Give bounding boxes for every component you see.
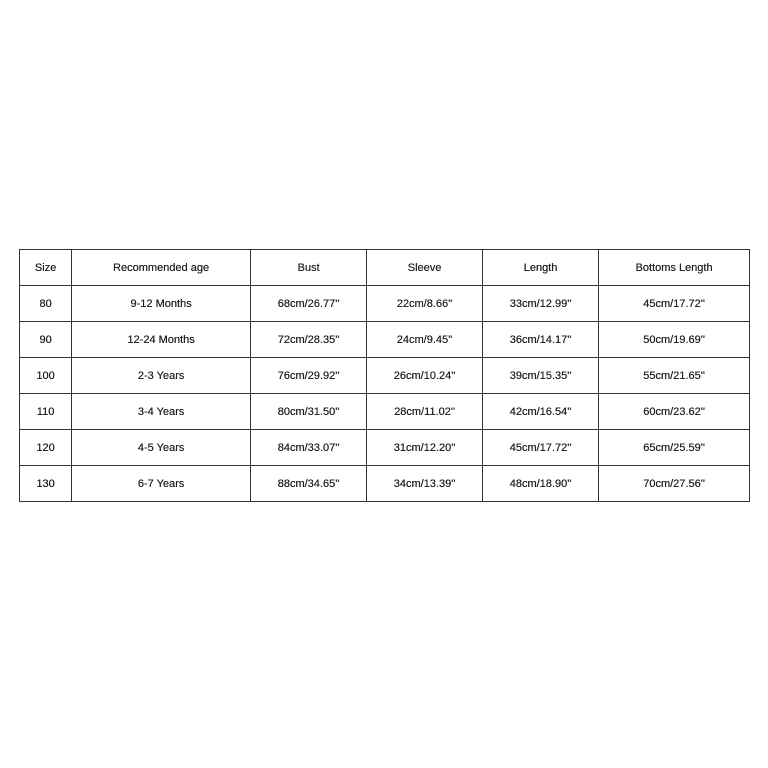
cell-recommended-age: 3-4 Years [72, 394, 251, 430]
header-bust: Bust [251, 250, 367, 286]
header-sleeve: Sleeve [367, 250, 483, 286]
cell-bust: 72cm/28.35'' [251, 322, 367, 358]
cell-length: 42cm/16.54'' [483, 394, 599, 430]
cell-length: 33cm/12.99'' [483, 286, 599, 322]
cell-length: 45cm/17.72'' [483, 430, 599, 466]
cell-bust: 80cm/31.50'' [251, 394, 367, 430]
cell-length: 36cm/14.17'' [483, 322, 599, 358]
table-row [20, 430, 750, 466]
cell-recommended-age: 6-7 Years [72, 466, 251, 502]
cell-size: 130 [20, 466, 72, 502]
cell-recommended-age: 9-12 Months [72, 286, 251, 322]
cell-recommended-age: 12-24 Months [72, 322, 251, 358]
header-recommended-age: Recommended age [72, 250, 251, 286]
cell-bust: 68cm/26.77'' [251, 286, 367, 322]
cell-sleeve: 26cm/10.24'' [367, 358, 483, 394]
cell-bottoms-length: 60cm/23.62'' [599, 394, 750, 430]
cell-bottoms-length: 70cm/27.56'' [599, 466, 750, 502]
cell-size: 110 [20, 394, 72, 430]
cell-sleeve: 34cm/13.39'' [367, 466, 483, 502]
cell-size: 100 [20, 358, 72, 394]
cell-sleeve: 24cm/9.45'' [367, 322, 483, 358]
table-row [20, 322, 750, 358]
header-length: Length [483, 250, 599, 286]
cell-sleeve: 28cm/11.02'' [367, 394, 483, 430]
cell-sleeve: 31cm/12.20'' [367, 430, 483, 466]
cell-bust: 88cm/34.65'' [251, 466, 367, 502]
cell-length: 39cm/15.35'' [483, 358, 599, 394]
header-row [20, 250, 750, 286]
cell-length: 48cm/18.90'' [483, 466, 599, 502]
cell-bottoms-length: 50cm/19.69'' [599, 322, 750, 358]
cell-recommended-age: 2-3 Years [72, 358, 251, 394]
cell-recommended-age: 4-5 Years [72, 430, 251, 466]
cell-size: 120 [20, 430, 72, 466]
cell-bottoms-length: 65cm/25.59'' [599, 430, 750, 466]
table-row [20, 358, 750, 394]
table-row [20, 466, 750, 502]
header-size: Size [20, 250, 72, 286]
cell-bust: 76cm/29.92'' [251, 358, 367, 394]
header-bottoms-length: Bottoms Length [599, 250, 750, 286]
cell-bottoms-length: 55cm/21.65'' [599, 358, 750, 394]
cell-bust: 84cm/33.07'' [251, 430, 367, 466]
table-row [20, 286, 750, 322]
cell-bottoms-length: 45cm/17.72'' [599, 286, 750, 322]
cell-sleeve: 22cm/8.66'' [367, 286, 483, 322]
size-chart-table [19, 249, 750, 502]
table-row [20, 394, 750, 430]
cell-size: 80 [20, 286, 72, 322]
cell-size: 90 [20, 322, 72, 358]
